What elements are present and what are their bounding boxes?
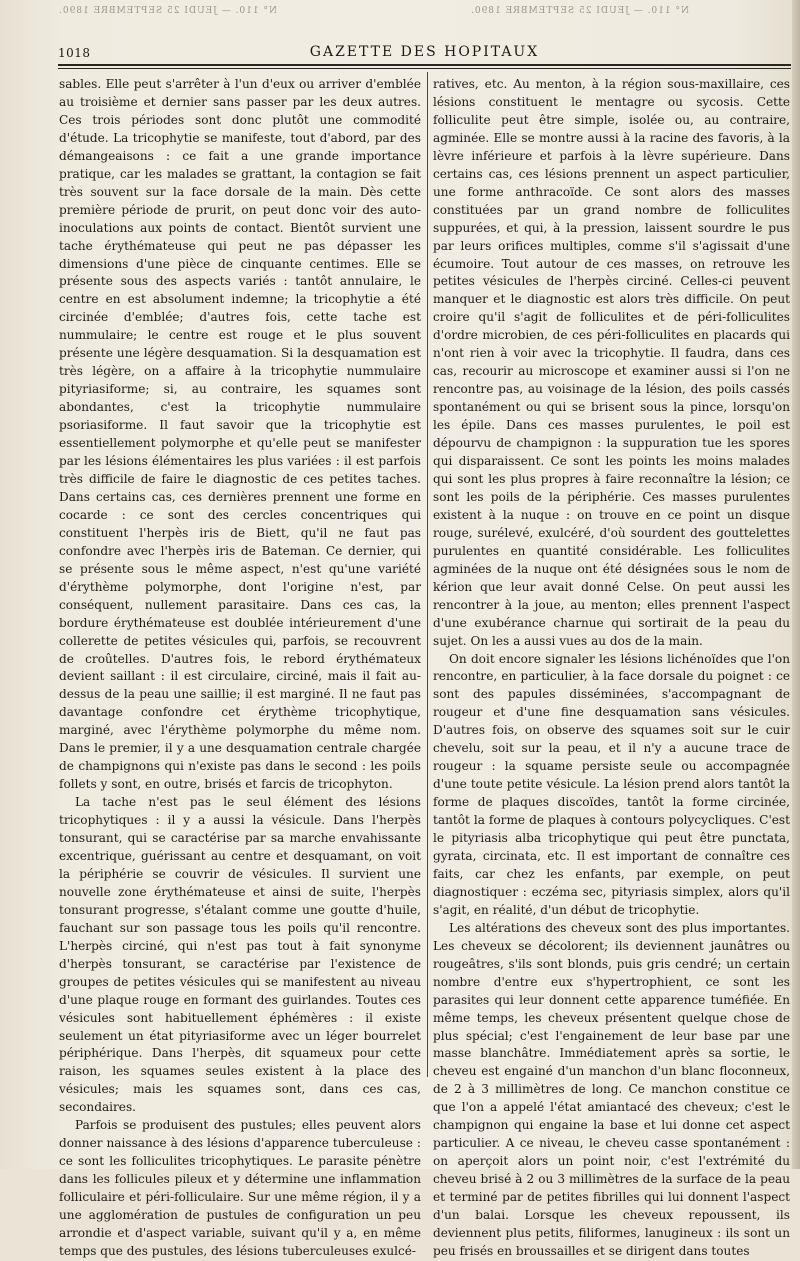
right-column <box>433 76 790 1258</box>
running-title: GAZETTE DES HOPITAUX <box>309 44 540 60</box>
paragraph: Parfois se produisent des pustules; elles peuvent alors donner naissance à des lésions d'apparence tuberculeuse : ce sont les folliculites tricophytiques. Le parasite pénètre dans les follicules pileux et y détermine une inflammation folliculaire et péri-folliculaire. Sur une même région, il y a une agglomération de pustules de configuration un peu arrondie et d'aspect variable, suivant qu'il y a, en même temps que des pustules, des lésions tuberculeuses exulcé- <box>59 1118 421 1258</box>
paragraph: sables. Elle peut s'arrêter à l'un d'eux ou arriver d'emblée au troisième et dernier sans passer par les deux autres. Ces trois périodes sont donc plutôt une commodité d'étude. La tricophytie se manifeste, tout d'abord, par des démangeaisons : ce fait a une grande importance pratique, car les malades se grattant, la contagion se fait très souvent sur la face dorsale de la main. Dès cette première période de prurit, on peut donc voir des auto-inoculations aux points de contact. Bientôt survient une tache érythémateuse qui peut ne pas dépasser les dimensions d'une pièce de cinquante centimes. Elle se présente sous des aspects variés : tantôt annulaire, le centre en est absolument indemne; la tricophytie a été circinée d'emblée; d'autres fois, cette tache est nummulaire; le centre est rouge et le plus souvent présente une légère desquamation. Si la desquamation est très légère, on a affaire à la tricophytie nummulaire pityriasiforme; si, au contraire, les squames sont abondantes, c'est la tricophytie nummulaire psoriasiforme. Il faut savoir que la tricophytie est essentiellement polymorphe et qu'elle peut se manifester par les lésions élémentaires les plus variées : il est parfois très difficile de faire le diagnostic de ces petites taches. Dans certains cas, ces dernières prennent une forme en cocarde : ce sont des cercles concentriques qui constituent l'herpès iris de Biett, qu'il ne faut pas confondre avec l'herpès iris de Bateman. Ce dernier, qui se présente sous le même aspect, n'est qu'une variété d'érythème polymorphe, dont l'origine n'est, par conséquent, nullement parasitaire. Dans ces cas, la bordure érythémateuse est doublée intérieurement d'une collerette de petites vésicules qui, parfois, se recouvrent de croûtelles. D'autres fois, le rebord érythémateux devient saillant : il est circulaire, circiné, mais il fait au-dessus de la peau une saillie; il est marginé. Il ne faut pas davantage confondre cet érythème tricophytique, marginé, avec l'érythème polymorphe du même nom. Dans le premier, il y a une desquamation centrale chargée de champignons qui n'existe pas dans le second : les poils follets y sont, en outre, brisés et farcis de tricophyton. <box>59 77 421 792</box>
left-column <box>59 76 421 1258</box>
paragraph: Les altérations des cheveux sont des plus importantes. Les cheveux se décolorent; ils deviennent jaunâtres ou rougeâtres, s'ils sont blonds, puis gris cendré; un certain nombre d'entre eux s'hypertrophient, ce sont les parasites qui leur donnent cette apparence tuméfiée. En même temps, les cheveux présentent quelque chose de plus spécial; c'est l'engainement de leur base par une masse blanchâtre. Immédiatement après sa sortie, le cheveu est engainé d'un manchon d'un blanc floconneux, de 2 à 3 millimètres de long. Ce manchon constitue ce que l'on a appelé l'état amiantacé des cheveux; c'est le champignon qui engaine la base et lui donne cet aspect particulier. A ce niveau, le cheveu casse spontanément : on aperçoit alors un point noir, c'est l'extrémité du cheveu brisé à 2 ou 3 millimètres de la surface de la peau et terminé par de petites fibrilles qui lui donnent l'aspect d'un balai. Lorsque les cheveux repoussent, ils deviennent plus petits, filiformes, lanugineux : ils sont un peu frisés en broussailles et se dirigent dans toutes <box>433 920 790 1258</box>
paragraph: La tache n'est pas le seul élément des lésions tricophytiques : il y a aussi la vésicule. Dans l'herpès tonsurant, qui se caractérise par sa marche envahissante excentrique, guérissant au centre et desquamant, on voit la périphérie se couvrir de vésicules. Il survient une nouvelle zone érythémateuse et ainsi de suite, l'herpès tonsurant progresse, s'étalant comme une goutte d'huile, fauchant sur son passage tous les poils qu'il rencontre. L'herpès circiné, qui n'est pas tout à fait synonyme d'herpès tonsurant, se caractérise par l'existence de groupes de petites vésicules qui se manifestent au niveau d'une plaque rouge en formant des guirlandes. Toutes ces vésicules sont habituellement éphémères : il existe seulement un état pityriasiforme avec un léger bourrelet périphérique. Dans l'herpès, dit squameux pour cette raison, les squames seules existent à la place des vésicules; mais les squames sont, dans ces cas, secondaires. <box>59 795 421 1115</box>
paragraph: ratives, etc. Au menton, à la région sous-maxillaire, ces lésions constituent le mentagre ou sycosis. Cette folliculite peut être simple, isolée ou, au contraire, agminée. Elle se montre aussi à la racine des favoris, à la lèvre inférieure et parfois à la lèvre supérieure. Dans certains cas, ces lésions prennent un aspect particulier, une forme anthracoïde. Ce sont alors des masses constituées par un grand nombre de folliculites suppurées, et qui, à la pression, laissent sourdre le pus par leurs orifices multiples, comme s'il s'agissait d'une écumoire. Tout autour de ces masses, on retrouve les petites vésicules de l'herpès circiné. Celles-ci peuvent manquer et le diagnostic est alors très difficile. On peut croire qu'il s'agit de folliculites et de péri-folliculites d'ordre microbien, de ces péri-folliculites en placards qui n'ont rien à voir avec la tricophytie. Il faudra, dans ces cas, recourir au microscope et examiner aussi si l'on ne rencontre pas, au voisinage de la lésion, des poils cassés spontanément ou qui se brisent sous la pince, lorsqu'on les épile. Dans ces masses purulentes, le poil est dépourvu de champignon : la suppuration tue les spores qui disparaissent. Ce sont les points les moins malades qui sont les plus propres à faire reconnaître la lésion; ce sont les poils de la périphérie. Ces masses purulentes existent à la nuque : on trouve en ce point un disque rouge, surélevé, exulcéré, d'où sourdent des gouttelettes purulentes en quantité considérable. Les folliculites agminées de la nuque ont été désignées sous le nom de kérion que leur avait donné Celse. On peut aussi les rencontrer à la joue, au menton; elles prennent l'aspect d'une exubérance charnue qui sortirait de la peau du sujet. On les a aussi vues au dos de la main. <box>433 77 790 648</box>
bleed-through-right: N° 110. — JEUDI 25 SEPTEMBRE 1890. <box>470 6 689 16</box>
header-rule-thin <box>58 68 791 69</box>
page-edge-shadow <box>792 0 800 1169</box>
bleed-through-left: N° 110. — JEUDI 25 SEPTEMBRE 1890. <box>58 6 277 16</box>
header-rule-thick <box>58 64 791 66</box>
paragraph: On doit encore signaler les lésions lichénoïdes que l'on rencontre, en particulier, à la face dorsale du poignet : ce sont des papules disséminées, s'accompagnant de rougeur et d'une fine desquamation sans vésicules. D'autres fois, on observe des squames soit sur le cuir chevelu, soit sur la peau, et il n'y a aucune trace de rougeur : la squame persiste seule ou accompagnée d'une toute petite vésicule. La lésion prend alors tantôt la forme de plaques discoïdes, tantôt la forme circinée, tantôt la forme de plaques à contours polycycliques. C'est le pityriasis alba tricophytique qui peut être punctata, gyrata, circinata, etc. Il est important de connaître ces faits, car chez les enfants, par exemple, on peut diagnostiquer : eczéma sec, pityriasis simplex, alors qu'il s'agit, en réalité, d'un début de tricophytie. <box>433 651 790 917</box>
page-number: 1018 <box>58 46 91 60</box>
column-divider <box>427 72 428 1077</box>
page-header <box>58 40 791 62</box>
